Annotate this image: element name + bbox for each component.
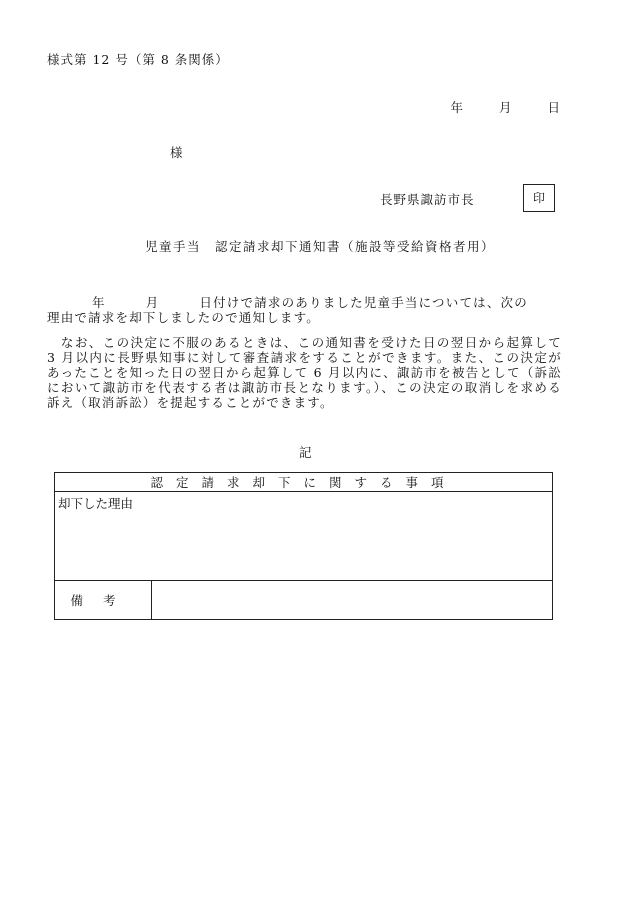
table-header: 認定請求却下に関する事項 — [55, 473, 553, 492]
issuer-name: 長野県諏訪市長 — [380, 192, 475, 207]
notice-paragraph — [47, 295, 562, 325]
rejection-matters-table — [54, 472, 553, 620]
date-line — [450, 98, 560, 116]
para1-month: 月 — [145, 295, 160, 310]
date-month: 月 — [498, 100, 512, 115]
remarks-label: 備考 — [55, 581, 152, 620]
addressee-suffix: 様 — [170, 145, 183, 160]
remarks-value[interactable] — [152, 581, 553, 620]
date-day: 日 — [547, 100, 560, 115]
seal-box: 印 — [523, 184, 555, 212]
rejection-reason-label: 却下した理由 — [58, 496, 134, 511]
para1-line2: 理由で請求を却下しましたので通知します。 — [47, 310, 321, 325]
para1-year: 年 — [92, 295, 106, 310]
ki-marker: 記 — [299, 445, 312, 460]
rejection-reason-cell[interactable] — [55, 492, 553, 581]
appeal-paragraph: なお、この決定に不服のあるときは、この通知書を受けた日の翌日から起算して 3 月以内に長野県知事に対して審査請求をすることができます。また、この決定があったことを知った日の翌日から起算して 6 月以内に、諏訪市を被告として（訴訟において諏訪市を代表する者は諏訪市長となります。）、この決定の取消しを求める訴え（取消訴訟）を提起することができます。 — [47, 335, 562, 410]
form-number: 様式第 12 号（第 8 条関係） — [47, 52, 229, 67]
date-year: 年 — [450, 100, 463, 115]
document-title: 児童手当 認定請求却下通知書（施設等受給資格者用） — [145, 239, 496, 254]
para1-line1: 日付けで請求のありました児童手当については、次の — [199, 295, 528, 310]
